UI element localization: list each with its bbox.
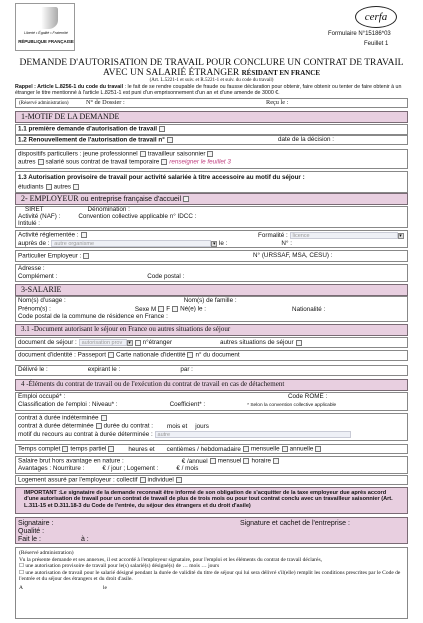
nationalite-label: Nationalité :: [292, 305, 326, 313]
republic-label: RÉPUBLIQUE FRANÇAISE: [18, 39, 74, 44]
sexe-f-label: F: [166, 305, 171, 313]
motif-row: [18, 431, 351, 439]
marianne-logo: [15, 3, 75, 51]
footer-opt1: une autorisation provisoire de travail pour le(s) salarié(s) désigné(s) de … mois … jours: [25, 563, 220, 570]
annuel-checkbox[interactable]: [210, 458, 216, 464]
netranger-checkbox[interactable]: [135, 340, 141, 346]
centiemes-label: centièmes / hebdomadaire: [166, 445, 241, 453]
s13-label: 1.3 Autorisation provisoire de travail pour activité salariée à titre accessoire au motif du séjour :: [18, 174, 305, 181]
mensuel-label: mensuel: [217, 457, 242, 465]
saisonnier-label: travailleur saisonnier: [147, 150, 206, 158]
recu-label: Reçu le :: [266, 99, 289, 106]
avantages-row: [18, 466, 198, 473]
logement-row: [18, 477, 184, 485]
activite-reglementee-checkbox[interactable]: [81, 232, 87, 238]
etudiants-label: étudiants: [18, 183, 44, 191]
rappel-bold: Rappel : Article L.8256-1 du code du travail: [15, 84, 124, 90]
annuel-label: € /annuel: [181, 457, 208, 465]
hebdo-checkbox[interactable]: [243, 446, 249, 452]
first-request-label: 1.1 première demande d'autorisation de travail: [18, 125, 158, 133]
horaire-checkbox[interactable]: [273, 458, 279, 464]
doc-sejour-label: document de séjour :: [18, 339, 77, 347]
particulier-label: Particulier Employeur :: [18, 252, 82, 260]
section-31-header: 3.1 -Document autorisant le séjour en France ou autres situations de séjour: [15, 324, 408, 336]
temporaire-label: salarié sous contrat de travail temporaire: [45, 158, 160, 166]
doc-sejour-dropdown-icon[interactable]: ▾: [128, 339, 131, 346]
mensuel-checkbox[interactable]: [243, 458, 249, 464]
opt2-checkbox-icon[interactable]: ☐: [19, 569, 26, 576]
autres-situations-checkbox[interactable]: [296, 340, 302, 346]
euro-mois-label: € / mois: [176, 465, 199, 472]
cdi-row: [18, 415, 109, 423]
rappel: [15, 84, 410, 96]
coefficient-label: Coefficient* :: [169, 401, 206, 408]
footer-opt1-row: [19, 563, 404, 570]
cp-label: Code postal :: [147, 273, 185, 280]
articles-ref: (Art. L.5221-1 et suiv. et R.5221-1 et suiv. du code du travail): [149, 78, 274, 83]
rappel-text: : le fait de se rendre coupable de fraude ou fausse déclaration pour obtenir, faire obtenir ou tenter de faire obtenir à un étranger le titre mentionné à l'article L.8251-1 est puni d'un emprisonnement d'un an et d'une amende de 3000 €.: [15, 84, 402, 96]
cdi-checkbox[interactable]: [101, 415, 107, 421]
motif-placeholder: autre: [157, 432, 171, 438]
footer-opt2: une autorisation de travail pour le salarié désigné pendant la durée de validité du titre de séjour qui lui sera délivré s'il(elle) remplit les conditions prescrites par le Code de l'entrée et du séjour des étrangers et du droit d'asile.: [19, 569, 401, 583]
temps-complet-label: Temps complet: [18, 445, 61, 453]
signataire-label: Signataire :: [18, 520, 54, 527]
form-number: Formulaire N°15186*03: [328, 31, 391, 37]
nom-row: [18, 298, 237, 305]
renew-label: 1.2 Renouvellement de l'autorisation de travail n°: [18, 136, 165, 144]
important-notice: IMPORTANT :Le signataire de la demande reconnait être informé de son obligation de s'acquitter de la taxe employeur due après accord d'une autorisation de travail pour un contrat de travail de plus de trois mois ou pour tout contrat conclu avec un travailleur saisonnier (Art. L.311-15 et D.311.18-3 du Code de l'entrée, du séjour des étrangers et du droit d'asile): [15, 487, 408, 514]
deliv-row: [18, 367, 193, 374]
renew-checkbox[interactable]: [167, 137, 173, 143]
rome-label: Code ROME :: [288, 393, 328, 400]
qualite-label: Qualité :: [18, 528, 45, 535]
ndoc-label: n° du document: [195, 351, 240, 359]
cdd-label: contrat à durée déterminée: [18, 422, 94, 430]
autres2-label: autres: [53, 183, 72, 191]
horaire-label: horaire: [251, 457, 272, 465]
formalite-row: [258, 232, 404, 240]
s1-renew: [18, 137, 175, 145]
section-3-header: 3-SALARIE: [15, 284, 408, 296]
formalite-dropdown-icon[interactable]: ▾: [399, 232, 402, 239]
n-label: N° :: [281, 240, 292, 248]
aupres-select[interactable]: [51, 240, 211, 247]
footer-a: A: [19, 584, 23, 591]
footer-le: le: [102, 584, 107, 591]
nourriture-label: Avantages : Nourriture :: [18, 465, 85, 472]
convention-note: * Selon la convention collective applicable: [247, 403, 337, 408]
page-subtitle: [10, 68, 413, 78]
a-label: à :: [80, 536, 89, 543]
first-request-checkbox[interactable]: [159, 126, 165, 132]
cdd-row: [18, 423, 209, 431]
reserve-label: (Réservé administration): [19, 101, 69, 106]
footer-opt2-row: [19, 570, 404, 583]
salaire-label: Salaire brut hors avantage en nature :: [18, 457, 124, 465]
urssaf-label: N° (URSSAF, MSA, CESU) :: [253, 252, 333, 259]
section-2-header: [15, 193, 408, 205]
motif-label: motif du recours au contrat à durée déterminée :: [18, 431, 153, 439]
section-1-header: 1-MOTIF DE LA DEMANDE: [15, 111, 408, 123]
s1-first: [18, 126, 167, 134]
logement-collectif-label: Logement assuré par l'employeur : collectif: [18, 476, 138, 484]
temps-partiel-checkbox[interactable]: [108, 446, 114, 452]
particulier-checkbox[interactable]: [83, 253, 89, 259]
activite-reglementee-label: Activité réglementée :: [18, 231, 79, 239]
act-regl-row: [18, 232, 89, 240]
duree-label: durée du contrat :: [103, 422, 153, 430]
sexe-m-label: Sexe M: [134, 305, 157, 313]
intitule-label: Intitulé :: [18, 220, 41, 227]
denomination-label: Dénomination :: [87, 206, 130, 213]
delivre-label: Délivré le :: [18, 366, 48, 373]
aupres-row: [18, 240, 292, 248]
cerfa-logo: cerfa: [355, 6, 397, 28]
mensuelle-checkbox[interactable]: [282, 446, 288, 452]
feuillet-note: renseigner le feuillet 3: [169, 158, 231, 166]
classif-label: Classification de l'emploi : Niveau* :: [18, 401, 118, 408]
classif-row: [18, 402, 336, 409]
cni-checkbox[interactable]: [187, 352, 193, 358]
siret-label: SIRET: [25, 206, 44, 213]
footer-sign-row: [19, 585, 404, 592]
fait-row: [18, 536, 89, 544]
sheet-number: Feuillet 1: [364, 41, 389, 47]
temps-partiel-label: temps partiel: [70, 445, 107, 453]
logement-cost-label: € / jour ; Logement :: [102, 465, 159, 472]
cdi-label: contrat à durée indéterminée: [18, 414, 99, 422]
autres-row: [18, 159, 231, 167]
motif-select[interactable]: [155, 431, 351, 438]
jeune-pro-label: dispositifs particuliers : jeune professionnel: [18, 150, 138, 158]
naf-row: [18, 214, 196, 221]
ou-band: ou: [78, 194, 91, 203]
formalite-placeholder: licence: [292, 233, 310, 239]
cni-label: Carte nationale d'identité: [116, 351, 186, 359]
decision-label: date de la décision :: [278, 136, 335, 143]
aupres-placeholder: autre organisme: [54, 241, 95, 247]
complement-label: Complément :: [18, 273, 58, 280]
page-title: DEMANDE D'AUTORISATION DE TRAVAIL POUR CONCLURE UN CONTRAT DE TRAVAIL: [19, 58, 404, 68]
nom-usage-label: Nom(s) d'usage :: [18, 297, 66, 304]
employeur-band: 2- EMPLOYEUR: [21, 194, 79, 203]
mois-label: mois et: [166, 422, 188, 430]
doc-sejour-select[interactable]: [79, 339, 127, 346]
complement-row: [18, 274, 184, 281]
cdd-checkbox[interactable]: [96, 423, 102, 429]
annuelle-checkbox[interactable]: [315, 446, 321, 452]
motto: Liberté • Égalité • Fraternité: [24, 31, 68, 35]
emploi-label: Emploi occupé* :: [18, 393, 66, 400]
aupres-dropdown-icon[interactable]: ▾: [213, 240, 216, 247]
naf-label: Activité (NAF) :: [18, 213, 61, 220]
expirant-label: expirant le :: [87, 366, 121, 373]
entreprise-band: entreprise française d'accueil: [90, 196, 182, 203]
entreprise-checkbox[interactable]: [183, 196, 189, 202]
cp-residence-label: Code postal de la commune de résidence en France :: [18, 313, 168, 320]
fait-le-label: Fait le :: [18, 536, 41, 543]
ident-row: [18, 352, 240, 360]
formalite-label: Formalité :: [258, 232, 288, 240]
idcc-label: Convention collective applicable n° IDCC :: [78, 213, 197, 220]
annuelle-label: annuelle: [289, 445, 314, 453]
jours-label: jours: [195, 422, 209, 430]
temps-row: [18, 446, 323, 454]
doc-row: [18, 339, 304, 347]
disp-row: [18, 151, 215, 159]
opt1-checkbox-icon[interactable]: ☐: [19, 563, 26, 570]
sexe-f-checkbox[interactable]: [172, 306, 178, 312]
le-label: le :: [219, 240, 228, 248]
adresse-label: Adresse :: [18, 265, 45, 272]
sexe-m-checkbox[interactable]: [158, 306, 164, 312]
cachet-label: Signature et cachet de l'entreprise :: [240, 520, 350, 527]
saisonnier-checkbox[interactable]: [207, 151, 213, 157]
etudiants-checkbox[interactable]: [46, 184, 52, 190]
individuel-label: individuel: [147, 476, 174, 484]
heures-label: heures et: [128, 445, 155, 453]
temporaire-checkbox[interactable]: [161, 159, 167, 165]
autres-checkbox[interactable]: [38, 159, 44, 165]
individuel-checkbox[interactable]: [176, 477, 182, 483]
marianne-icon: [34, 7, 58, 29]
par-label: par :: [180, 366, 193, 373]
formalite-select[interactable]: [290, 232, 398, 239]
doc-sejour-placeholder: autorisation prov: [81, 340, 123, 346]
passeport-checkbox[interactable]: [108, 352, 114, 358]
mensuelle-label: mensuelle: [250, 445, 280, 453]
s13-options: [18, 184, 81, 192]
subtitle-a: AVEC UN SALARIÉ ÉTRANGER: [102, 68, 240, 78]
section-4-header: 4 -Éléments du contrat de travail ou de l'exécution du contrat de travail en cas de détachement: [15, 379, 408, 391]
temps-complet-checkbox[interactable]: [62, 446, 68, 452]
dossier-label: N° de Dossier :: [86, 99, 125, 106]
passeport-label: document d'identité : Passeport: [18, 351, 107, 359]
particulier-row: [18, 253, 91, 261]
aupres-label: auprès de :: [18, 240, 50, 248]
footer-box: [15, 547, 408, 619]
ne-le-label: Né(e) le :: [180, 305, 207, 313]
reserve-box: [15, 98, 408, 108]
autres-label: autres: [18, 158, 36, 166]
collectif-checkbox[interactable]: [140, 477, 146, 483]
footer-text: Vu la présente demande et ses annexes, il est accordé à l'employeur signataire, pour l'emploi et les éléments du contrat de travail déclarés,: [19, 556, 322, 563]
subtitle-b: RÉSIDANT EN FRANCE: [241, 69, 321, 77]
nom-famille-label: Nom(s) de famille :: [183, 297, 237, 304]
autres2-checkbox[interactable]: [73, 184, 79, 190]
autres-situations-label: autres situations de séjour: [220, 339, 294, 347]
netranger-label: n°étranger: [142, 339, 173, 347]
footer-reserve: (Réservé administration): [19, 550, 74, 556]
prenom-label: Prénom(s) :: [18, 305, 51, 313]
jeune-pro-checkbox[interactable]: [140, 151, 146, 157]
